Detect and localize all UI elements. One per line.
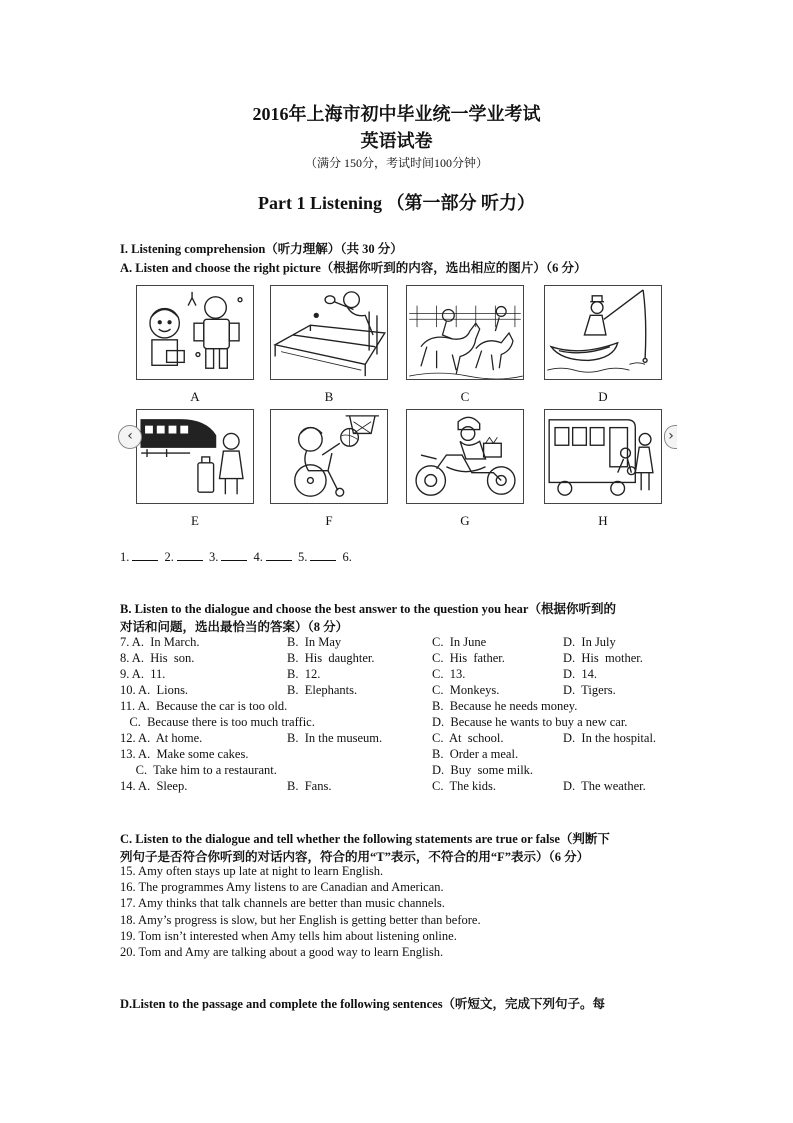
option-3-b: B. 12. (287, 667, 321, 681)
option-2-b: B. His daughter. (287, 651, 375, 665)
answer-number-6: 6. (342, 550, 352, 564)
answer-blank-3[interactable] (221, 550, 247, 561)
bus-boarding-icon (544, 409, 662, 504)
option-9-a: C. Take him to a restaurant. (120, 763, 277, 777)
section-a-heading: A. Listen and choose the right picture（根据你听到的内容，选出相应的图片）（6 分） (120, 261, 587, 275)
option-1-d: D. In July (563, 635, 616, 649)
answer-blank-1[interactable] (132, 550, 158, 561)
option-3-c: C. 13. (432, 667, 466, 681)
option-10-c: C. The kids. (432, 779, 497, 793)
picture-label-g: G (460, 513, 470, 528)
option-4-b: B. Elephants. (287, 683, 358, 697)
picture-label-f: F (325, 513, 333, 528)
statement-16: 16. The programmes Amy listens to are Canadian and American. (120, 880, 444, 895)
option-1-c: C. In June (432, 635, 487, 649)
option-2-c: C. His father. (432, 651, 505, 665)
option-7-b: B. In the museum. (287, 731, 383, 745)
carousel-prev-button[interactable]: ‹ (118, 425, 142, 449)
picture-label-c: C (460, 389, 470, 404)
statement-17: 17. Amy thinks that talk channels are better than music channels. (120, 896, 445, 911)
statement-15: 15. Amy often stays up late at night to learn English. (120, 864, 384, 878)
option-10-d: D. The weather. (563, 779, 646, 793)
train-traveler-icon (136, 409, 254, 504)
option-6-c: D. Because he wants to buy a new car. (432, 715, 628, 729)
man-fishing-boat-icon (544, 285, 662, 380)
option-3-a: 9. A. 11. (120, 667, 166, 681)
section-c-heading: C. Listen to the dialogue and tell whether the following statements are true or false（判断下 (120, 832, 610, 846)
picture-label-a: A (190, 389, 200, 404)
option-4-c: C. Monkeys. (432, 683, 500, 697)
answer-number-2: 2. (164, 550, 174, 564)
picture-label-d: D (598, 389, 608, 404)
picture-label-b: B (324, 389, 334, 404)
section-c-heading-cont: 列句子是否符合你听到的对话内容，符合的用“T”表示，不符合的用“F”表示）（6 分） (120, 850, 590, 864)
exam-title: 2016年上海市初中毕业统一学业考试 (252, 104, 541, 124)
statement-20: 20. Tom and Amy are talking about a good way to learn English. (120, 945, 444, 959)
answer-number-1: 1. (120, 550, 130, 564)
option-6-a: C. Because there is too much traffic. (120, 715, 315, 729)
option-5-a: 11. A. Because the car is too old. (120, 699, 288, 713)
option-4-a: 10. A. Lions. (120, 683, 189, 697)
option-9-c: D. Buy some milk. (432, 763, 534, 777)
statement-19: 19. Tom isn’t interested when Amy tells him about listening online. (120, 928, 457, 943)
answer-blanks (120, 550, 352, 565)
boy-reading-astronaut-icon (136, 285, 254, 380)
option-10-b: B. Fans. (287, 779, 332, 793)
option-8-c: B. Order a meal. (432, 747, 519, 761)
answer-number-4: 4. (253, 550, 263, 564)
carousel-next-button[interactable]: › (664, 425, 677, 449)
section-b-heading: B. Listen to the dialogue and choose the best answer to the question you hear（根据你听到的 (120, 602, 616, 616)
option-1-a: 7. A. In March. (120, 635, 200, 649)
section-i-heading: I. Listening comprehension（听力理解）（共 30 分） (120, 242, 403, 256)
option-8-a: 13. A. Make some cakes. (120, 747, 249, 761)
answer-blank-4[interactable] (266, 550, 292, 561)
answer-number-5: 5. (298, 550, 308, 564)
section-d-heading: D.Listen to the passage and complete the following sentences（听短文，完成下列句子。每 (120, 997, 606, 1011)
answer-blank-5[interactable] (310, 550, 336, 561)
exam-subtitle: （满分 150分，考试时间100分钟） (304, 156, 488, 170)
option-1-b: B. In May (287, 635, 342, 649)
option-7-a: 12. A. At home. (120, 731, 203, 745)
picture-label-e: E (191, 513, 199, 528)
option-3-d: D. 14. (563, 667, 598, 681)
option-2-a: 8. A. His son. (120, 651, 195, 665)
option-7-d: D. In the hospital. (563, 731, 657, 745)
answer-number-3: 3. (209, 550, 219, 564)
option-2-d: D. His mother. (563, 651, 643, 665)
answer-blank-2[interactable] (177, 550, 203, 561)
option-4-d: D. Tigers. (563, 683, 616, 697)
section-b-heading-cont: 对话和问题，选出最恰当的答案）（8 分） (120, 620, 349, 634)
picture-label-h: H (598, 513, 608, 528)
table-tennis-icon (270, 285, 388, 380)
option-10-a: 14. A. Sleep. (120, 779, 188, 793)
motorcycle-rider-icon (406, 409, 524, 504)
horse-riding-icon (406, 285, 524, 380)
exam-subject: 英语试卷 (360, 131, 433, 151)
part-title: Part 1 Listening （第一部分 听力） (258, 193, 535, 213)
wheelchair-basketball-icon (270, 409, 388, 504)
option-7-c: C. At school. (432, 731, 504, 745)
option-5-c: B. Because he needs money. (432, 699, 578, 713)
statement-18: 18. Amy’s progress is slow, but her English is getting better than before. (120, 912, 481, 927)
